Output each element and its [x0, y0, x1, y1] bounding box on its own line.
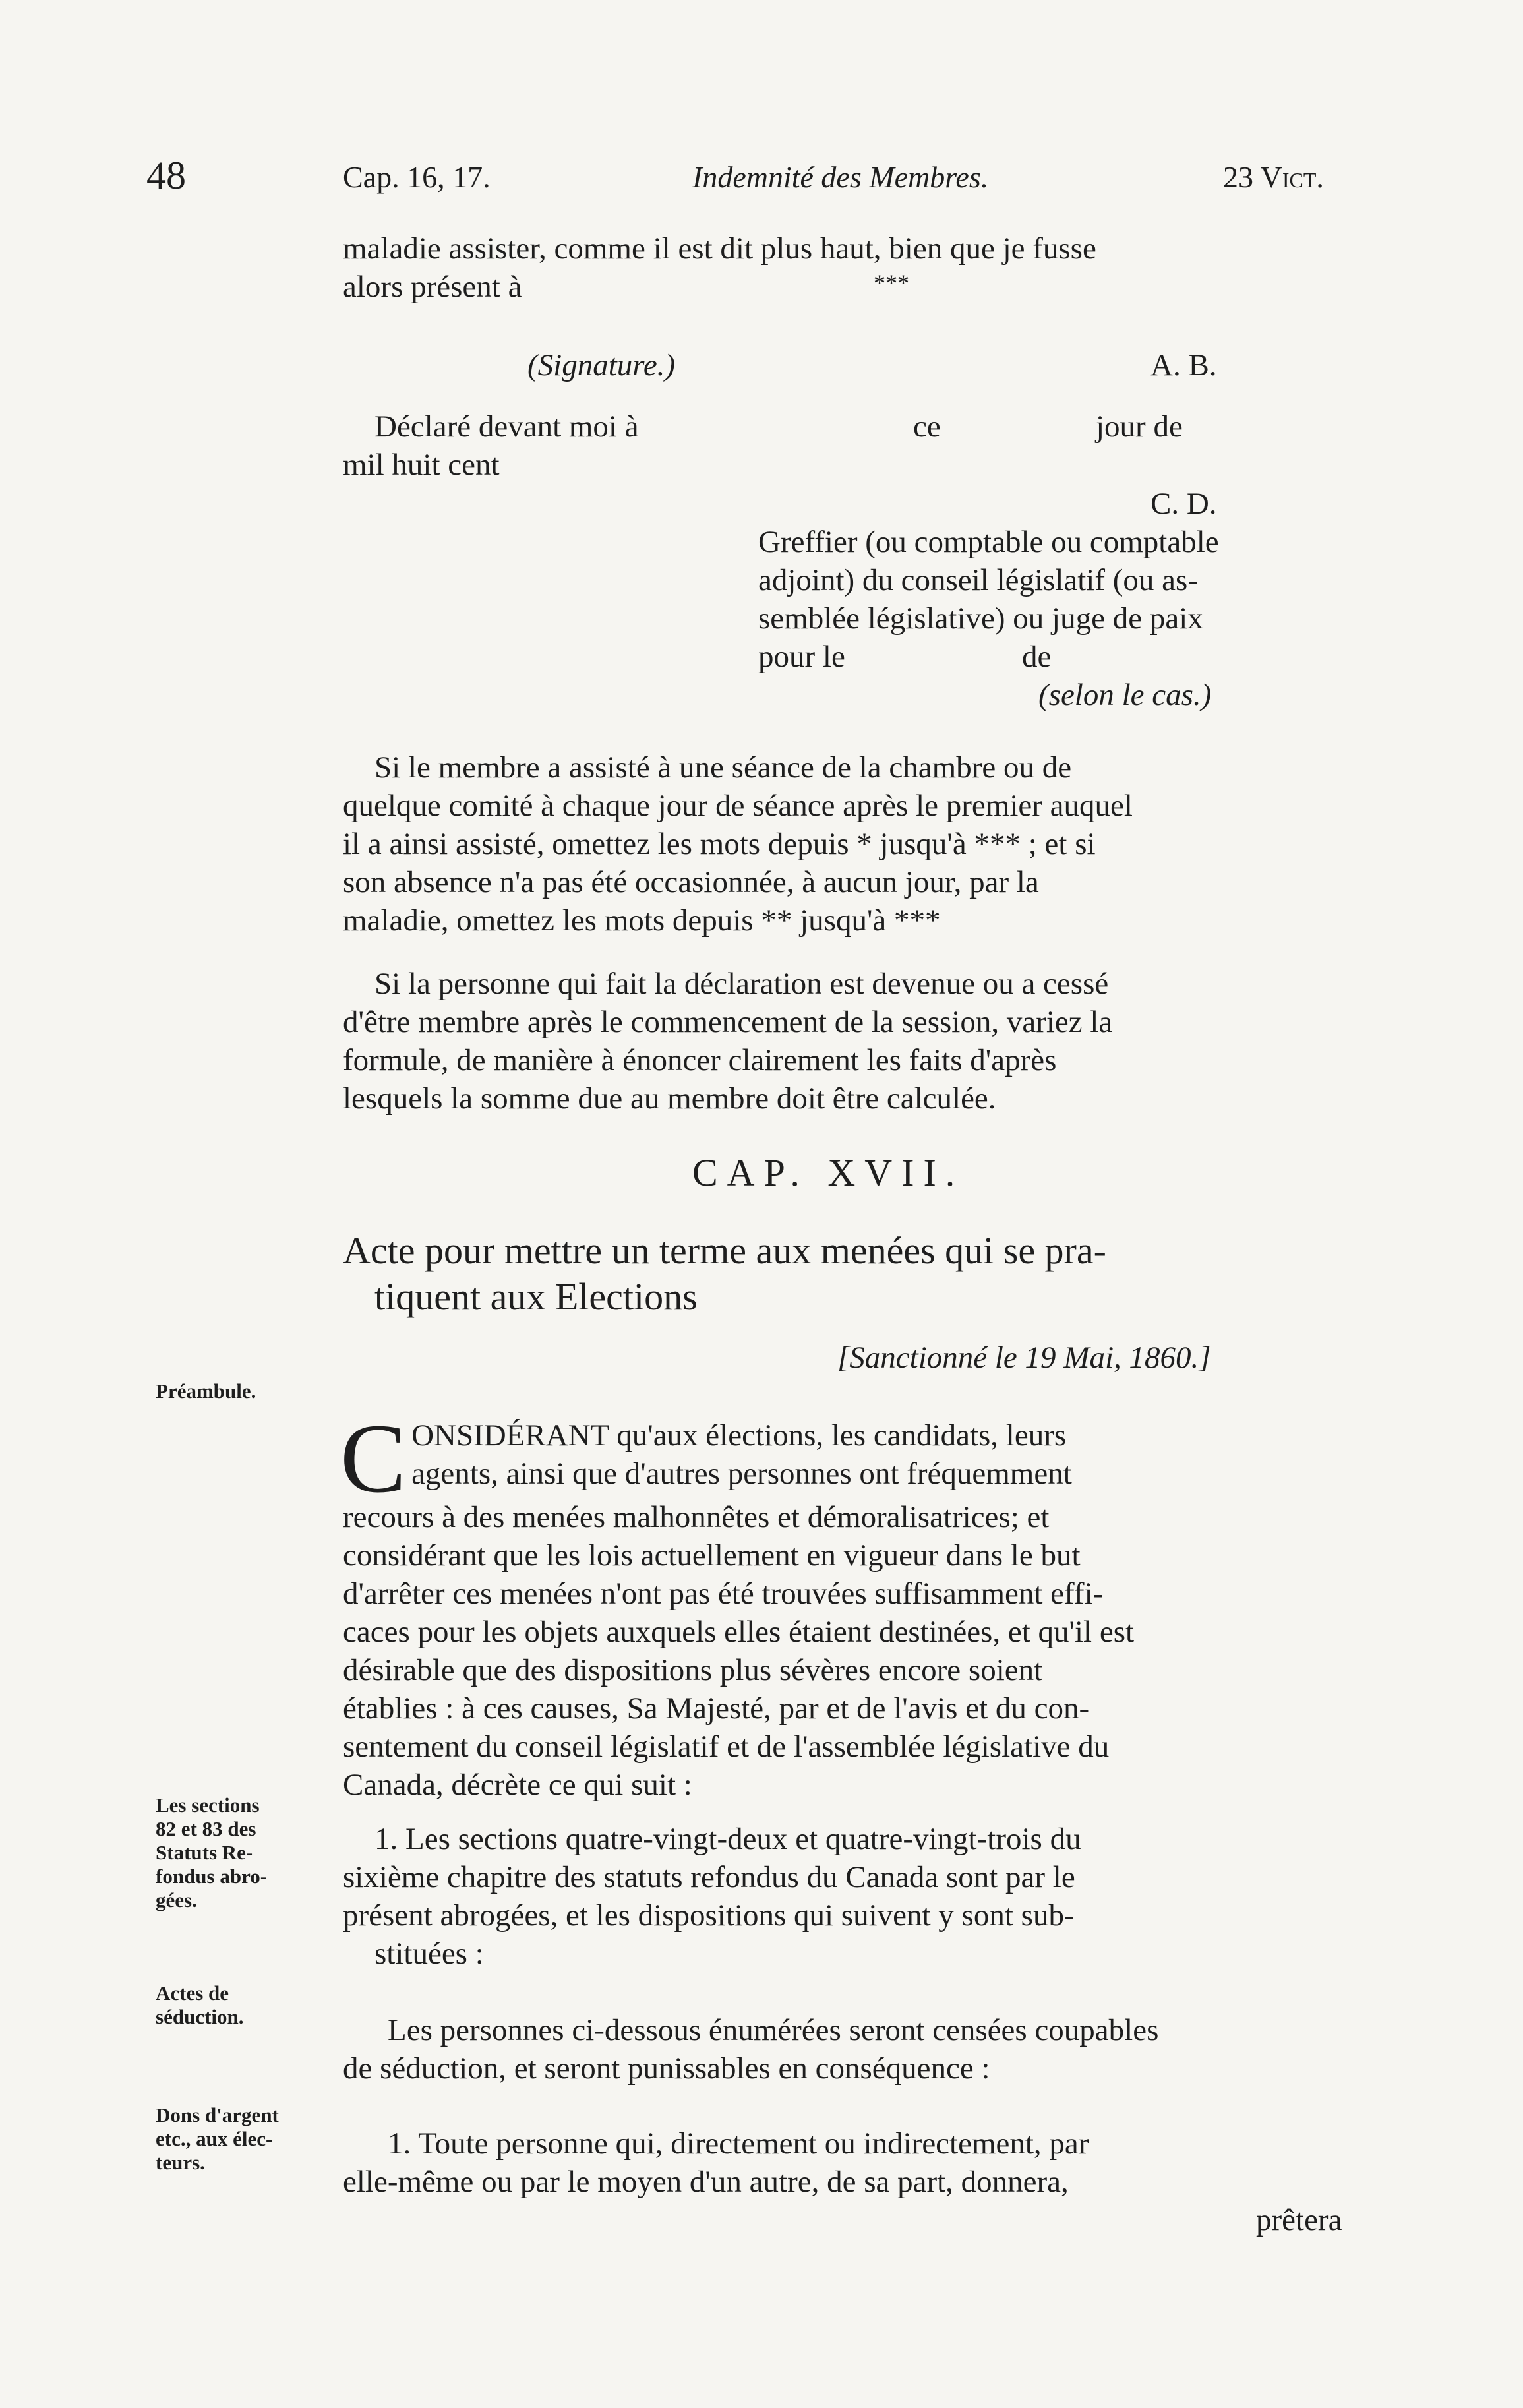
- regnal-year: 23 Vict.: [1223, 160, 1324, 194]
- drop-cap: C: [340, 1404, 407, 1513]
- declaration-ce: ce: [913, 409, 941, 444]
- declaration-role-line4b: de: [1022, 640, 1052, 674]
- note2-line: d'être membre après le commencement de la session, variez la: [343, 1005, 1113, 1039]
- declaration-role-line4a: pour le: [758, 640, 845, 674]
- margin-note-line: gées.: [156, 1888, 197, 1911]
- preamble-paragraph: [340, 1404, 1361, 1804]
- top-text-line2: alors présent à: [343, 270, 522, 304]
- margin-note-preamble: Préambule.: [156, 1379, 256, 1402]
- margin-note-gifts: [156, 2103, 279, 2175]
- section1-line: sixième chapitre des statuts refondus du Canada sont par le: [343, 1860, 1075, 1894]
- note-paragraph-1: [343, 748, 1361, 940]
- item1-line: elle-même ou par le moyen d'un autre, de sa part, donnera,: [343, 2165, 1069, 2199]
- section1-line: présent abrogées, et les dispositions qui suivent y sont sub-: [343, 1898, 1075, 1933]
- section-1: [343, 1820, 1361, 1973]
- preamble-line: d'arrêter ces menées n'ont pas été trouvées suffisamment effi-: [343, 1577, 1104, 1611]
- declaration-role-line1: Greffier (ou comptable ou comptable: [758, 525, 1219, 559]
- declared-before: Déclaré devant moi à: [374, 409, 639, 444]
- seduction-line: Les personnes ci-dessous énumérées seront censées coupables: [388, 2013, 1159, 2047]
- preamble-line: considérant que les lois actuellement en vigueur dans le but: [343, 1538, 1081, 1573]
- note1-line: maladie, omettez les mots depuis ** jusqu'à ***: [343, 903, 941, 938]
- margin-note-line: séduction.: [156, 2005, 244, 2028]
- margin-note-line: Actes de: [156, 1981, 229, 2004]
- act-title-line: tiquent aux Elections: [374, 1275, 698, 1318]
- margin-note-line: 82 et 83 des: [156, 1817, 256, 1840]
- signature-name: A. B.: [1150, 348, 1217, 382]
- declaration-role-line5: (selon le cas.): [1038, 678, 1212, 712]
- note1-line: quelque comité à chaque jour de séance après le premier auquel: [343, 789, 1133, 823]
- note2-line: Si la personne qui fait la déclaration est devenue ou a cessé: [374, 967, 1109, 1001]
- preamble-line: agents, ainsi que d'autres personnes ont fréquemment: [411, 1457, 1072, 1491]
- note1-line: Si le membre a assisté à une séance de la chambre ou de: [374, 750, 1072, 785]
- margin-note-line: Dons d'argent: [156, 2103, 279, 2126]
- chapter-reference: Cap. 16, 17.: [343, 160, 491, 194]
- seduction-paragraph: [343, 2011, 1361, 2088]
- item-1: [343, 2124, 1361, 2201]
- margin-note-line: fondus abro-: [156, 1865, 268, 1888]
- note1-line: il a ainsi assisté, omettez les mots depuis * jusqu'à *** ; et si: [343, 827, 1096, 861]
- margin-note-line: Les sections: [156, 1793, 260, 1817]
- top-text-line1: maladie assister, comme il est dit plus haut, bien que je fusse: [343, 231, 1096, 266]
- preamble-line: sentement du conseil législatif et de l'assemblée législative du: [343, 1730, 1110, 1764]
- margin-note-line: teurs.: [156, 2151, 205, 2174]
- margin-note-seduction: [156, 1981, 244, 2029]
- note1-line: son absence n'a pas été occasionnée, à aucun jour, par la: [343, 865, 1039, 899]
- page-number: 48: [146, 154, 186, 197]
- running-title: Indemnité des Membres.: [692, 160, 989, 194]
- margin-note-sections: [156, 1793, 267, 1912]
- declaration-role-line2: adjoint) du conseil législatif (ou as-: [758, 563, 1198, 597]
- chapter-title: CAP. XVII.: [692, 1151, 965, 1194]
- act-title: [343, 1228, 1361, 1320]
- preamble-line: recours à des menées malhonnêtes et démoralisatrices; et: [343, 1500, 1050, 1534]
- note-paragraph-2: [343, 965, 1361, 1118]
- declaration-cd: C. D.: [1150, 487, 1217, 521]
- margin-note-line: Statuts Re-: [156, 1841, 253, 1864]
- seduction-line: de séduction, et seront punissables en conséquence :: [343, 2051, 990, 2086]
- catchword: prêtera: [1256, 2203, 1342, 2237]
- section1-line: stituées :: [374, 1937, 484, 1971]
- preamble-line: désirable que des dispositions plus sévères encore soient: [343, 1653, 1043, 1687]
- preamble-line: ONSIDÉRANT qu'aux élections, les candidats, leurs: [411, 1418, 1067, 1453]
- margin-note-line: etc., aux élec-: [156, 2127, 273, 2150]
- section1-line: 1. Les sections quatre-vingt-deux et quatre-vingt-trois du: [374, 1822, 1081, 1856]
- note2-line: lesquels la somme due au membre doit être calculée.: [343, 1081, 996, 1116]
- declaration-role-line3: semblée législative) ou juge de paix: [758, 601, 1203, 636]
- act-title-line: Acte pour mettre un terme aux menées qui se pra-: [343, 1229, 1106, 1272]
- preamble-line: Canada, décrète ce qui suit :: [343, 1768, 692, 1802]
- sanction-date: [Sanctionné le 19 Mai, 1860.]: [837, 1340, 1211, 1375]
- preamble-line: établies : à ces causes, Sa Majesté, par et de l'avis et du con-: [343, 1691, 1090, 1726]
- declaration-year-line: mil huit cent: [343, 448, 500, 482]
- note2-line: formule, de manière à énoncer clairement les faits d'après: [343, 1043, 1057, 1077]
- signature-label: (Signature.): [527, 348, 676, 382]
- item1-line: 1. Toute personne qui, directement ou indirectement, par: [388, 2126, 1089, 2161]
- declaration-jour-de: jour de: [1096, 409, 1183, 444]
- triple-asterisk: ***: [874, 270, 909, 296]
- preamble-line: caces pour les objets auxquels elles étaient destinées, et qu'il est: [343, 1615, 1135, 1649]
